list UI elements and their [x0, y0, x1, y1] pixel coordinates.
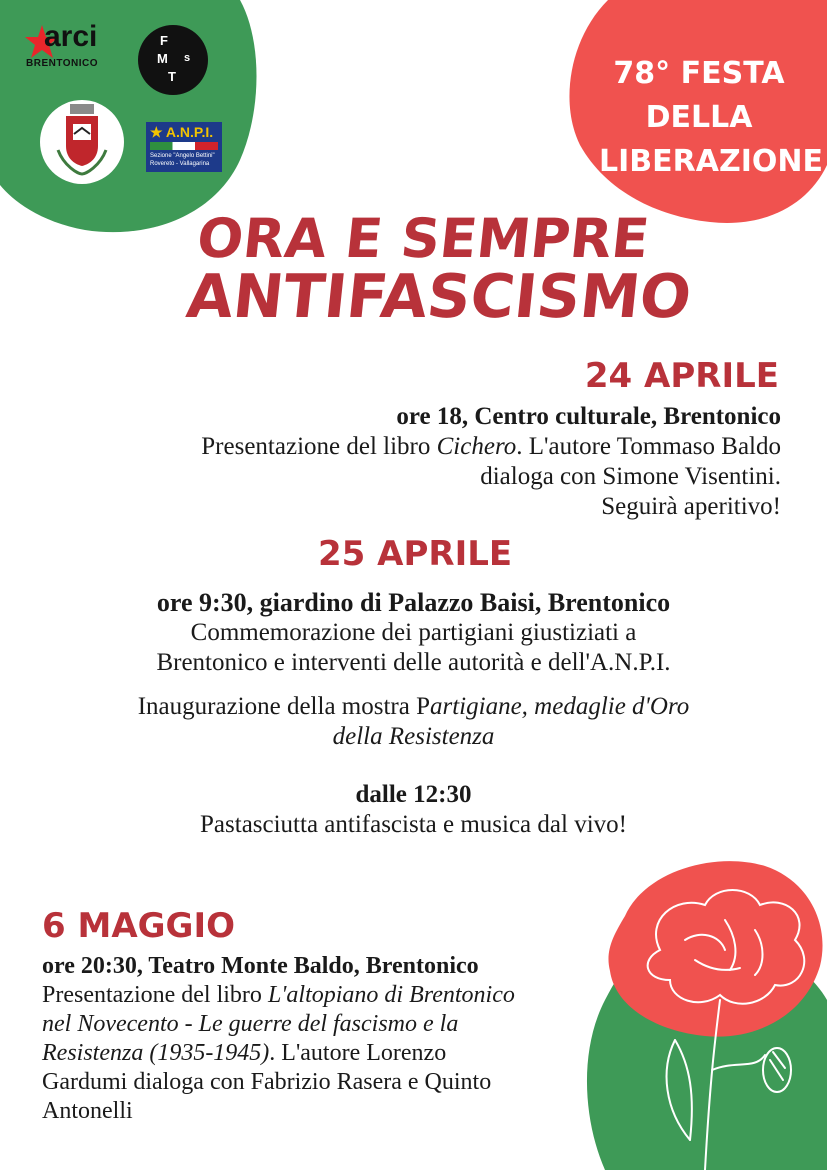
event-3-line-4: Gardumi dialoga con Fabrizio Rasera e Quinto	[42, 1069, 492, 1095]
event-2-line-2: Brentonico e interventi delle autorità e dell'A.N.P.I.	[156, 649, 671, 676]
badge-line-2: DELLA	[645, 100, 753, 135]
event-1-desc-line-1: Presentazione del libro Cichero. L'autore Tommaso Baldo	[201, 433, 781, 460]
event-2-when: ore 9:30, giardino di Palazzo Baisi, Brentonico	[156, 588, 671, 617]
event-3-line-2: nel Novecento - Le guerre del fascismo e la	[42, 1011, 459, 1037]
event-1-desc-line-3: Seguirà aperitivo!	[601, 493, 781, 520]
arci-subtitle: BRENTONICO	[26, 58, 99, 69]
anpi-subtitle-1: Sezione "Angelo Bettini"	[150, 153, 215, 159]
fmts-letter-f: F	[160, 33, 168, 48]
event-3-line-1: Presentazione del libro L'altopiano di Brentonico	[42, 982, 515, 1008]
event-2-details	[40, 588, 787, 840]
event-1-date: 24 APRILE	[584, 356, 779, 396]
anpi-subtitle-2: Rovereto - Vallagarina	[150, 161, 210, 167]
fmts-letter-m: M	[157, 51, 168, 66]
anpi-logo	[146, 122, 222, 172]
badge-line-1: 78° FESTA	[613, 56, 785, 91]
comune-coat-of-arms	[40, 100, 124, 184]
event-2-when-2: dalle 12:30	[355, 781, 472, 808]
poppy-illustration	[615, 880, 815, 1170]
festa-badge	[599, 52, 823, 184]
event-3-line-3: Resistenza (1935-1945). L'autore Lorenzo	[42, 1040, 447, 1066]
event-3-date: 6 MAGGIO	[42, 906, 236, 946]
event-1-details	[81, 402, 781, 522]
fmts-logo	[138, 25, 208, 95]
title-line-1: ORA E SEMPRE	[194, 207, 653, 270]
event-1-when: ore 18, Centro culturale, Brentonico	[396, 403, 781, 430]
fmts-letter-t: T	[168, 69, 176, 84]
event-3-line-5: Antonelli	[42, 1098, 133, 1124]
event-3-details	[42, 952, 602, 1126]
event-2-mostra-line-1: Inaugurazione della mostra Partigiane, medaglie d'Oro	[137, 693, 690, 720]
fmts-letter-s: s	[184, 52, 191, 64]
event-2-line-1: Commemorazione dei partigiani giustiziati a	[190, 619, 637, 646]
event-3-when: ore 20:30, Teatro Monte Baldo, Brentonico	[42, 953, 479, 979]
title-line-2: ANTIFASCISMO	[183, 262, 695, 332]
anpi-title: ★ A.N.P.I.	[150, 124, 214, 140]
italian-flag-stripe	[150, 142, 218, 150]
badge-line-3: LIBERAZIONE	[599, 144, 823, 179]
arci-logo	[24, 22, 104, 77]
main-title	[183, 207, 695, 332]
event-1-desc-line-2: dialoga con Simone Visentini.	[480, 463, 781, 490]
event-2-mostra-line-2: della Resistenza	[332, 723, 495, 750]
event-2-date: 25 APRILE	[318, 534, 513, 574]
coat-of-arms-icon	[40, 100, 124, 184]
arci-text: arci	[44, 20, 98, 53]
event-2-line-3: Pastasciutta antifascista e musica dal vivo!	[200, 811, 627, 838]
